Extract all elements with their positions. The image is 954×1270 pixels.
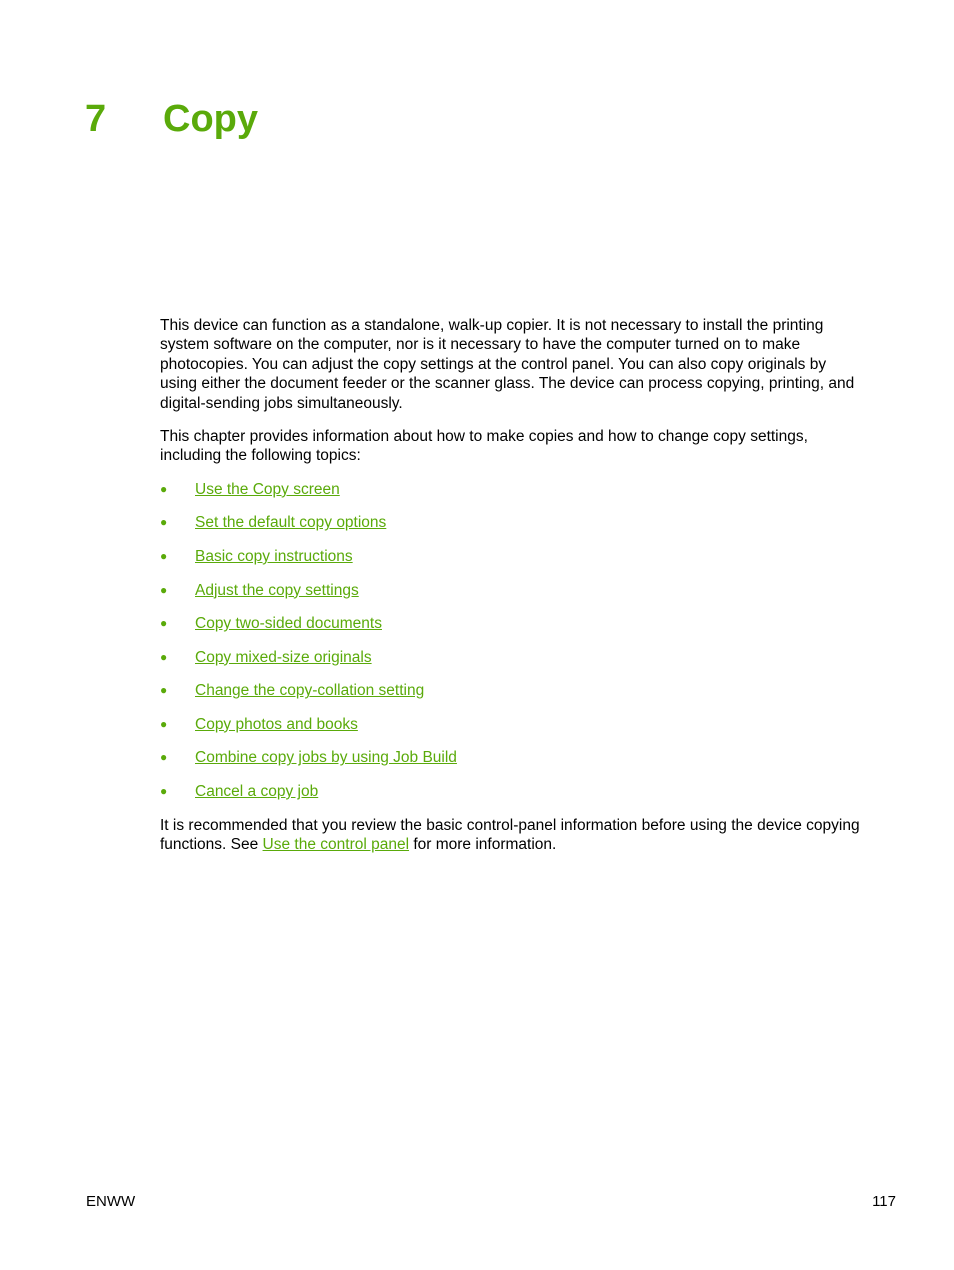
topic-list (160, 480, 860, 802)
bullet-icon: ● (160, 582, 168, 597)
topic-link-mixed-size-originals[interactable]: Copy mixed-size originals (195, 648, 372, 666)
bullet-icon: ● (160, 616, 168, 631)
topic-link-use-copy-screen[interactable]: Use the Copy screen (195, 480, 340, 498)
topic-link-photos-and-books[interactable]: Copy photos and books (195, 715, 358, 733)
topic-link-default-copy-options[interactable]: Set the default copy options (195, 514, 387, 532)
topic-link-copy-collation-setting[interactable]: Change the copy-collation setting (195, 682, 425, 700)
footer-label: ENWW (86, 1193, 136, 1210)
closing-text-after: for more information. (409, 836, 557, 854)
closing-paragraph (160, 816, 860, 855)
topic-link-job-build[interactable]: Combine copy jobs by using Job Build (195, 749, 457, 767)
list-item (160, 715, 860, 734)
chapter-content (160, 316, 860, 854)
bullet-icon: ● (160, 784, 168, 799)
bullet-icon: ● (160, 649, 168, 664)
topic-link-two-sided-documents[interactable]: Copy two-sided documents (195, 615, 382, 633)
control-panel-link[interactable]: Use the control panel (262, 836, 410, 854)
topics-intro-paragraph: This chapter provides information about how to make copies and how to change copy settings, including the following topics: (160, 428, 808, 465)
bullet-icon: ● (160, 683, 168, 698)
list-item (160, 748, 860, 767)
closing-text-before: It is recommended that you review the basic control-panel information before using the device copying functions. See (160, 816, 860, 854)
list-item (160, 782, 860, 801)
list-item (160, 681, 860, 700)
chapter-title: Copy (163, 98, 258, 140)
list-item (160, 614, 860, 633)
chapter-number: 7 (85, 98, 107, 140)
list-item (160, 547, 860, 566)
list-item (160, 480, 860, 499)
list-item (160, 648, 860, 667)
topic-link-cancel-copy-job[interactable]: Cancel a copy job (195, 783, 319, 801)
bullet-icon: ● (160, 515, 168, 530)
chapter-heading (85, 94, 258, 144)
list-item (160, 513, 860, 532)
topic-link-adjust-copy-settings[interactable]: Adjust the copy settings (195, 581, 359, 599)
bullet-icon: ● (160, 716, 168, 731)
topic-link-basic-copy-instructions[interactable]: Basic copy instructions (195, 548, 353, 565)
bullet-icon: ● (160, 549, 168, 563)
intro-paragraph: This device can function as a standalone, walk-up copier. It is not necessary to install the printing system software on the computer, nor is it necessary to have the computer turned on to make photocopies. You can adjust the copy settings at the control panel. You can also copy originals by using either the document feeder or the scanner glass. The device can process copying, printing, and digital-sending jobs simultaneously. (160, 317, 855, 412)
bullet-icon: ● (160, 750, 168, 765)
bullet-icon: ● (160, 481, 168, 496)
list-item (160, 581, 860, 600)
page-number: 117 (872, 1193, 896, 1210)
